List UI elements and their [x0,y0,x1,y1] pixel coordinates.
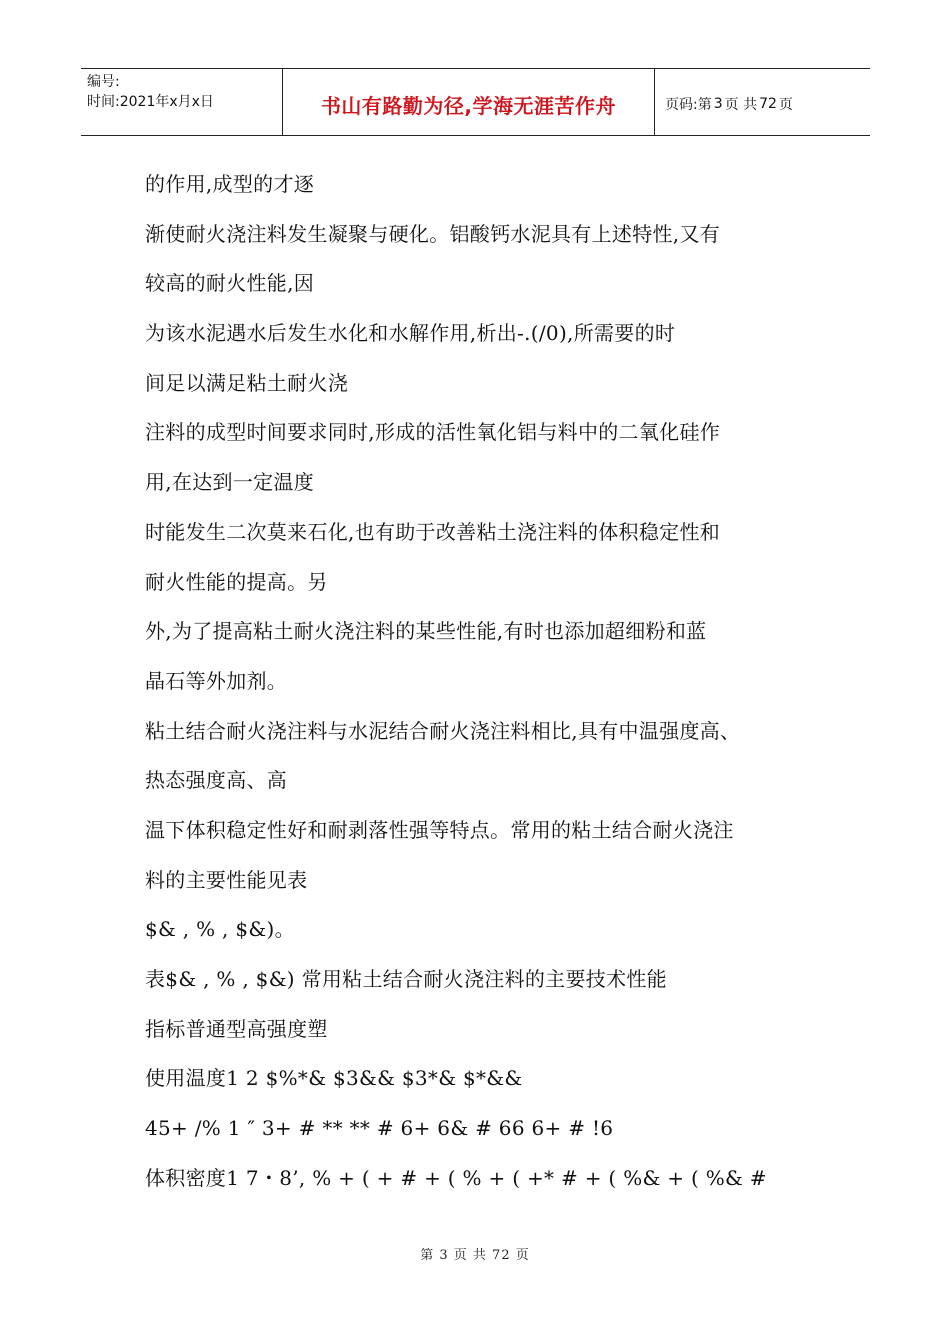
body-line: 耐火性能的提高。另 [145,569,328,594]
body-line: 热态强度高、高 [145,768,288,793]
body-line: 温下体积稳定性好和耐剥落性强等特点。常用的粘土结合耐火浇注 [145,817,734,842]
header-motto-cell [283,69,655,135]
table-row: 使用温度1 2 $%*& $3&& $3*& $*&& [145,1066,523,1091]
body-line: 粘土结合耐火浇注料与水泥结合耐火浇注料相比,具有中温强度高、 [145,718,741,743]
body-line: 注料的成型时间要求同时,形成的活性氧化铝与料中的二氧化硅作 [145,420,721,445]
page-footer: 第 3 页 共 72 页 [420,1248,530,1263]
header-page-cell [655,69,870,135]
body-line: 的作用,成型的才逐 [145,172,315,196]
body-line: 外,为了提高粘土耐火浇注料的某些性能,有时也添加超细粉和蓝 [145,619,707,644]
body-line: 时能发生二次莫来石化,也有助于改善粘土浇注料的体积稳定性和 [145,519,721,544]
page-total: 72 [759,96,777,112]
document-date-label: 时间:2021年x月x日 [87,94,214,110]
table-row: 45+ /% 1 ″ 3+ # ** ** # 6+ 6& # 66 6+ # !6 [145,1116,614,1141]
body-line: 较高的耐火性能,因 [145,271,315,296]
table-caption: 表$& , % , $&) 常用粘土结合耐火浇注料的主要技术性能 [145,967,667,991]
body-line: 渐使耐火浇注料发生凝聚与硬化。铝酸钙水泥具有上述特性,又有 [145,221,721,246]
page-label: 页码:第 [665,97,712,113]
table-row: 体积密度1 7・8’, % + ( + # + ( % + ( +* # + ( %& + ( %& # [145,1165,767,1190]
body-line: 间足以满足粘土耐火浇 [145,370,348,395]
body-line: 用,在达到一定温度 [145,470,315,495]
header-info-cell [81,69,283,135]
page-mid-label: 页 共 [724,97,758,113]
body-line: 晶石等外加剂。 [145,668,288,693]
body-line: 料的主要性能见表 [145,867,308,892]
page-header [81,68,870,136]
document-number-label: 编号: [87,74,120,90]
body-line: 为该水泥遇水后发生水化和水解作用,析出-.(/0),所需要的时 [145,321,676,346]
document-body [145,166,835,1209]
page-end-label: 页 [778,97,793,113]
header-motto: 书山有路勤为径,学海无涯苦作舟 [320,93,617,118]
table-header-row: 指标普通型高强度塑 [145,1016,328,1041]
page-current: 3 [713,96,723,112]
body-line: $& , % , $&)。 [145,917,295,942]
